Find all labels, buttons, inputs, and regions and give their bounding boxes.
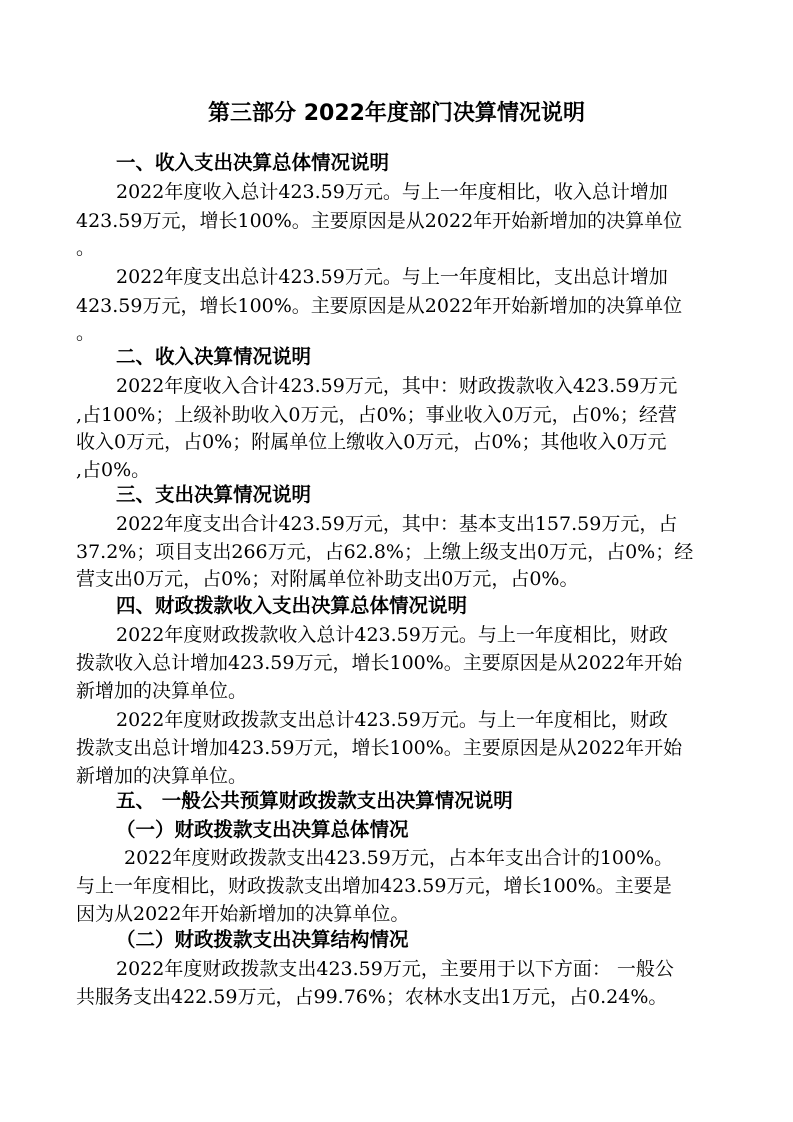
s5-1-p1-line-1: 2022年度财政拨款支出423.59万元，占本年支出合计的100%。 [124,847,674,869]
s4-p1-line-2: 拨款收入总计增加423.59万元，增长100%。主要原因是从2022年开始 [76,652,683,674]
s5-1-p1-line-2: 与上一年度相比，财政拨款支出增加423.59万元，增长100%。主要是 [76,875,672,897]
s4-p2-line-2: 拨款支出总计增加423.59万元，增长100%。主要原因是从2022年开始 [76,737,683,759]
subsection-2-heading: （二）财政拨款支出决算结构情况 [116,928,409,951]
section-4-heading: 四、财政拨款收入支出决算总体情况说明 [116,594,468,617]
s1-p1-line-3: 。 [76,237,96,259]
s1-p1-line-1: 2022年度收入总计423.59万元。与上一年度相比，收入总计增加 [116,181,668,203]
s1-p2-line-3: 。 [76,322,96,344]
section-5-heading: 五、 一般公共预算财政拨款支出决算情况说明 [116,789,513,812]
s4-p1-line-1: 2022年度财政拨款收入总计423.59万元。与上一年度相比，财政 [116,624,668,646]
s2-p1-line-4: ,占0%。 [76,459,151,481]
section-3-heading: 三、支出决算情况说明 [116,483,312,506]
page-title: 第三部分 2022年度部门决算情况说明 [208,101,585,126]
s2-p1-line-2: ,占100%；上级补助收入0万元，占0%；事业收入0万元，占0%；经营 [76,404,677,426]
section-2-heading: 二、收入决算情况说明 [116,345,312,368]
s4-p2-line-1: 2022年度财政拨款支出总计423.59万元。与上一年度相比，财政 [116,709,668,731]
s2-p1-line-3: 收入0万元，占0%；附属单位上缴收入0万元，占0%；其他收入0万元 [76,431,667,453]
s5-1-p1-line-3: 因为从2022年开始新增加的决算单位。 [76,903,410,925]
s2-p1-line-1: 2022年度收入合计423.59万元，其中：财政拨款收入423.59万元 [116,375,678,397]
s4-p1-line-3: 新增加的决算单位。 [76,680,248,702]
subsection-1-heading: （一）财政拨款支出决算总体情况 [116,818,409,841]
s1-p2-line-2: 423.59万元，增长100%。主要原因是从2022年开始新增加的决算单位 [76,295,683,317]
s1-p1-line-2: 423.59万元，增长100%。主要原因是从2022年开始新增加的决算单位 [76,210,683,232]
s3-p1-line-3: 营支出0万元，占0%；对附属单位补助支出0万元，占0%。 [76,568,579,590]
s1-p2-line-1: 2022年度支出总计423.59万元。与上一年度相比，支出总计增加 [116,266,668,288]
s4-p2-line-3: 新增加的决算单位。 [76,765,248,787]
s5-2-p1-line-1: 2022年度财政拨款支出423.59万元，主要用于以下方面： 一般公 [116,958,674,980]
section-1-heading: 一、收入支出决算总体情况说明 [116,151,390,174]
s3-p1-line-2: 37.2%；项目支出266万元，占62.8%；上缴上级支出0万元，占0%；经 [76,541,694,563]
s3-p1-line-1: 2022年度支出合计423.59万元，其中：基本支出157.59万元，占 [116,513,678,535]
s5-2-p1-line-2: 共服务支出422.59万元，占99.76%；农林水支出1万元，占0.24%。 [76,986,668,1008]
